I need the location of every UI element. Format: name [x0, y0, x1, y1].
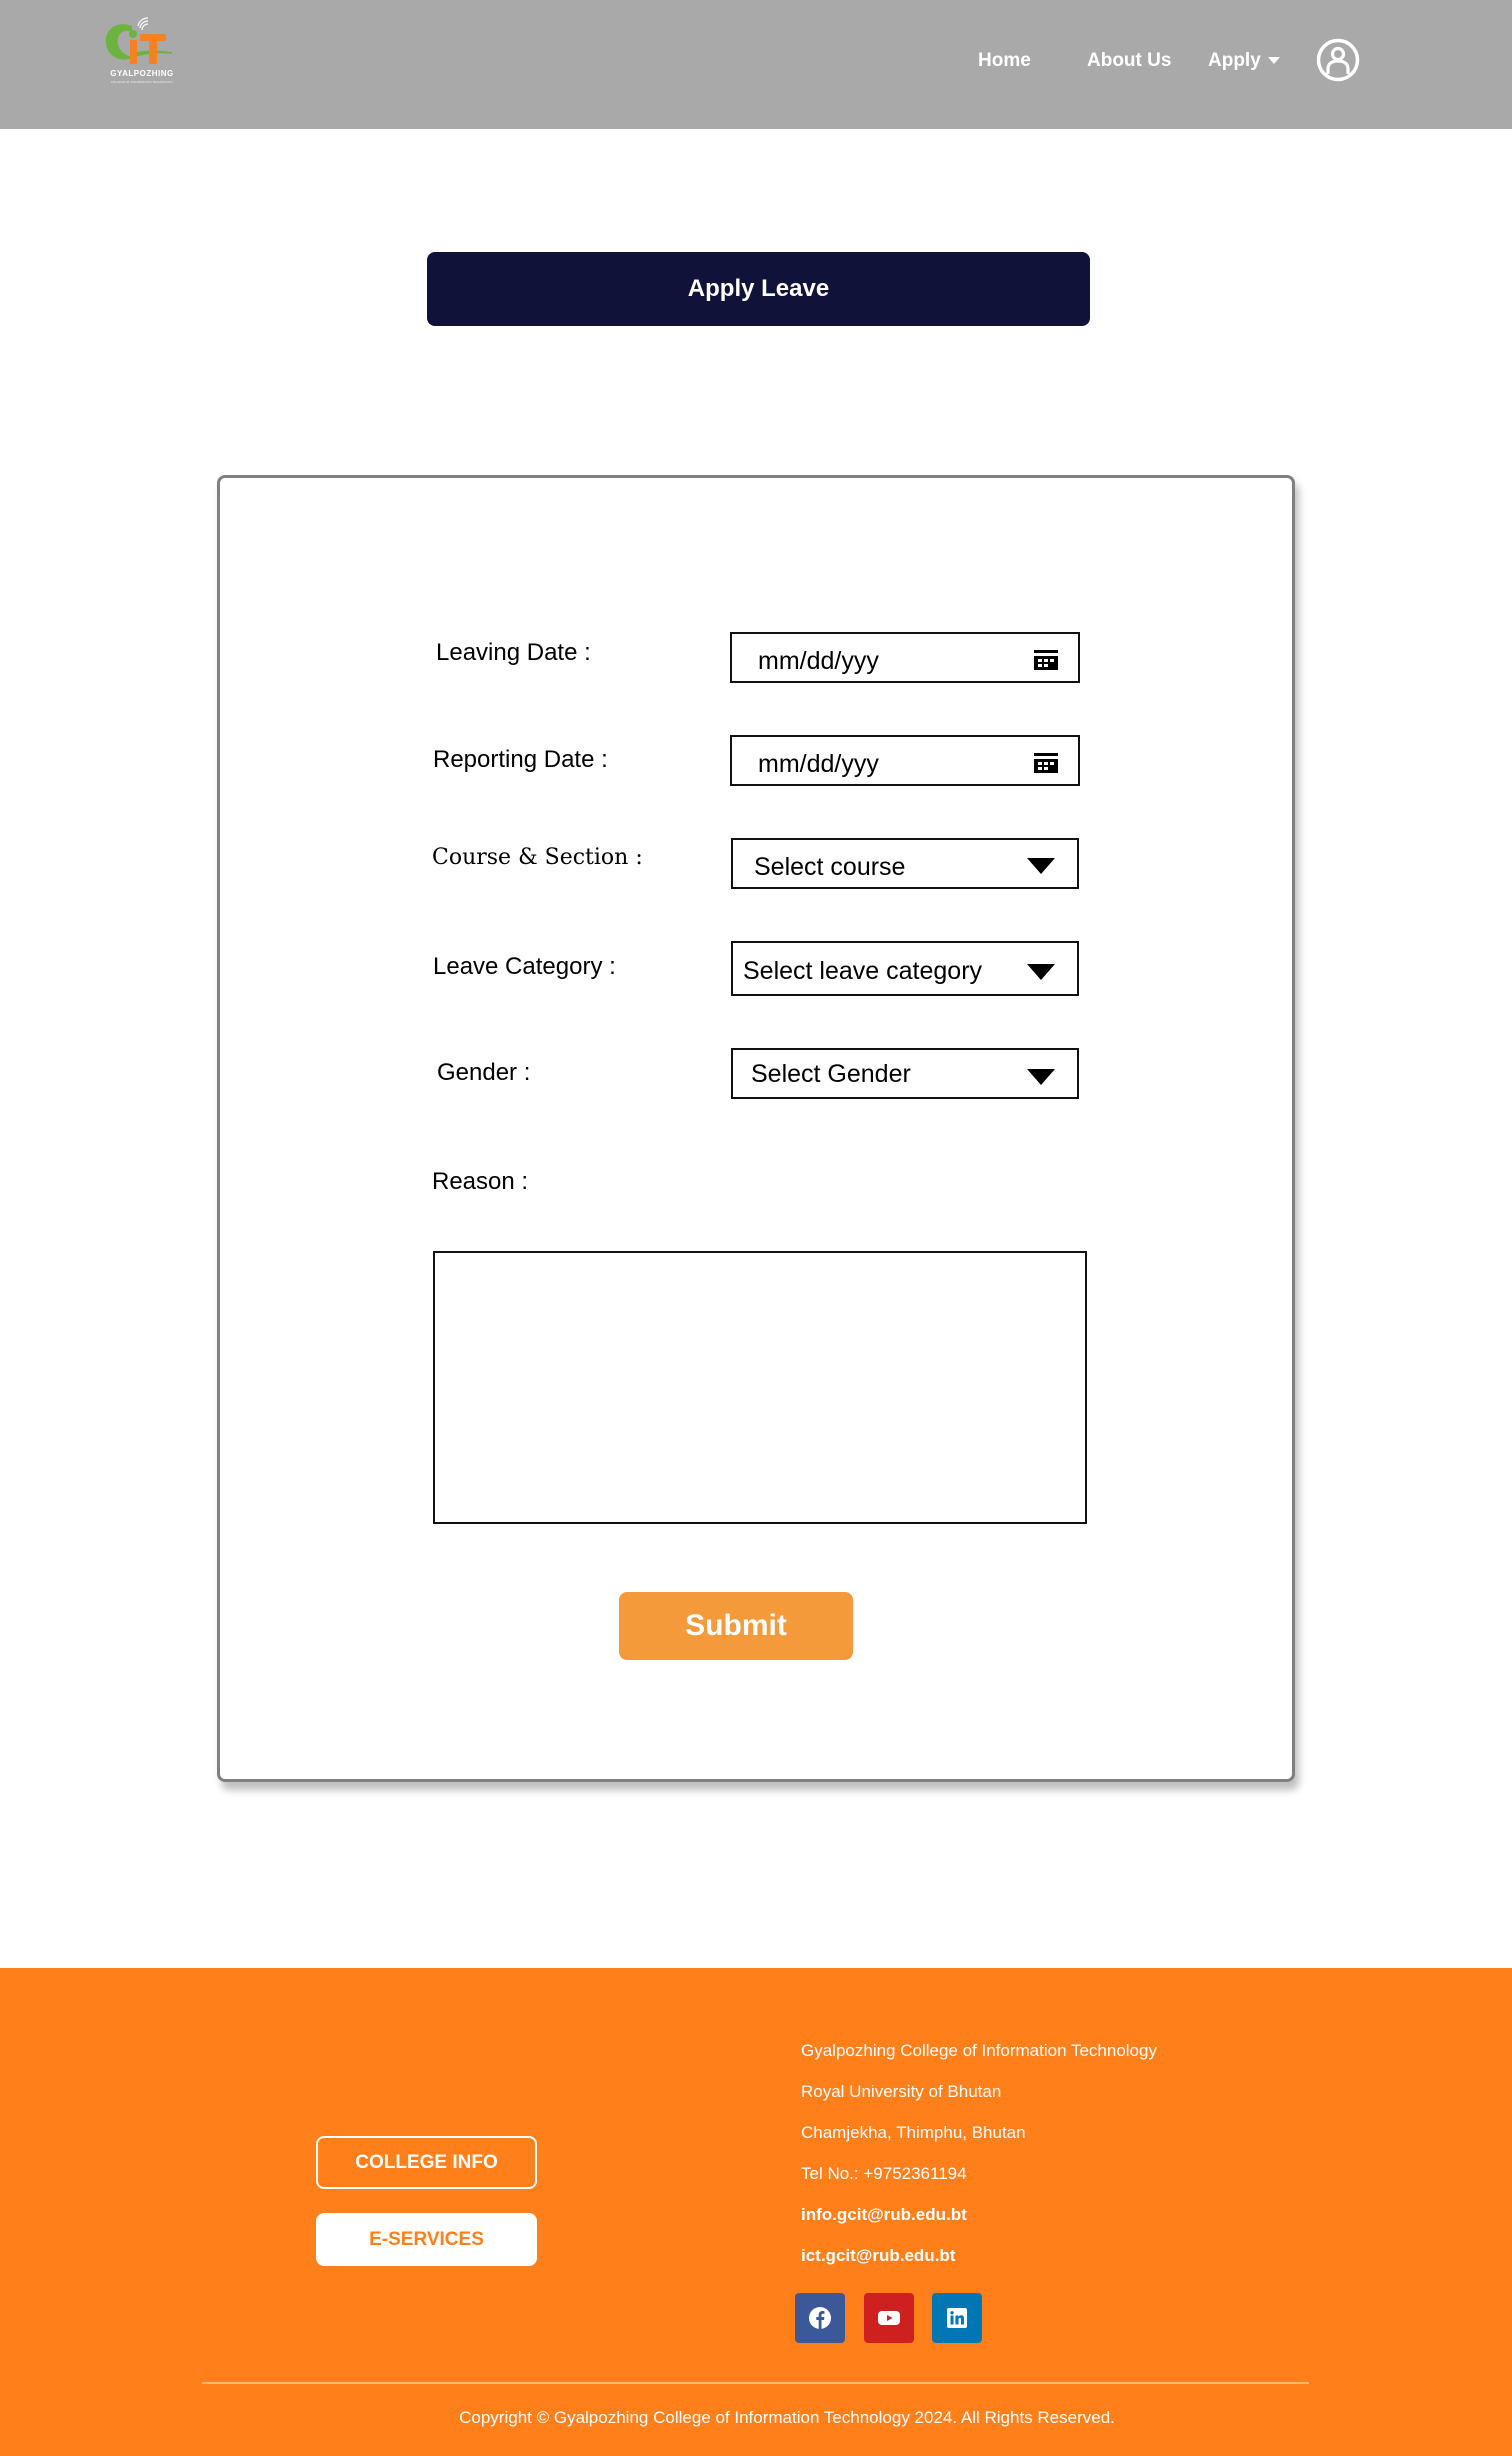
gender-select[interactable]: [731, 1048, 1079, 1099]
footer-address: Chamjekha, Thimphu, Bhutan: [801, 2123, 1026, 2142]
leave-category-select[interactable]: [731, 941, 1079, 996]
submit-button[interactable]: Submit: [619, 1592, 853, 1660]
nav-apply[interactable]: [1208, 46, 1280, 76]
logo-title: GYALPOZHING: [110, 69, 174, 78]
footer-university: Royal University of Bhutan: [801, 2082, 1002, 2101]
facebook-icon: [808, 2306, 832, 2330]
reporting-date-input[interactable]: [730, 735, 1080, 786]
dropdown-arrow-icon: [1027, 1069, 1055, 1085]
reporting-date-value: mm/dd/yyy: [758, 750, 879, 778]
college-logo[interactable]: [102, 14, 182, 86]
nav-apply-label: Apply: [1208, 50, 1261, 71]
course-select-value: Select course: [754, 853, 906, 881]
linkedin-icon: [945, 2306, 969, 2330]
footer-email-info[interactable]: info.gcit@rub.edu.bt: [801, 2205, 967, 2224]
course-section-label: Course & Section :: [432, 845, 643, 870]
site-header: [0, 0, 1512, 129]
youtube-button[interactable]: [864, 2293, 914, 2343]
e-services-button[interactable]: E-SERVICES: [316, 2213, 537, 2266]
dropdown-arrow-icon: [1027, 858, 1055, 874]
calendar-icon[interactable]: [1034, 753, 1058, 773]
facebook-button[interactable]: [795, 2293, 845, 2343]
gender-select-value: Select Gender: [751, 1060, 911, 1088]
footer-email-ict[interactable]: ict.gcit@rub.edu.bt: [801, 2246, 956, 2265]
dropdown-arrow-icon: [1027, 964, 1055, 980]
linkedin-button[interactable]: [932, 2293, 982, 2343]
nav-about-us[interactable]: About Us: [1087, 50, 1172, 71]
reason-label: Reason :: [432, 1168, 529, 1195]
leaving-date-input[interactable]: [730, 632, 1080, 683]
user-circle-icon: [1316, 38, 1360, 82]
reason-textarea[interactable]: [433, 1251, 1087, 1524]
college-info-button[interactable]: COLLEGE INFO: [316, 2136, 537, 2189]
logo-subtitle: COLLEGE OF INFORMATION TECHNOLOGY: [110, 80, 174, 84]
footer-college-name: Gyalpozhing College of Information Technology: [801, 2041, 1157, 2060]
course-select[interactable]: [731, 838, 1079, 889]
leave-category-value: Select leave category: [743, 957, 983, 985]
footer-divider: [202, 2382, 1309, 2384]
footer-tel: Tel No.: +9752361194: [801, 2164, 967, 2183]
user-profile-button[interactable]: [1316, 38, 1360, 82]
calendar-icon[interactable]: [1034, 650, 1058, 670]
leaving-date-label: Leaving Date :: [436, 639, 591, 666]
youtube-icon: [877, 2306, 901, 2330]
gender-label: Gender :: [437, 1059, 531, 1086]
logo-icon: [102, 14, 182, 72]
nav-home[interactable]: Home: [978, 50, 1031, 71]
copyright-text: Copyright © Gyalpozhing College of Information Technology 2024. All Rights Reserved.: [459, 2408, 1115, 2427]
leaving-date-value: mm/dd/yyy: [758, 647, 879, 675]
chevron-down-icon: [1268, 57, 1280, 64]
leave-category-label: Leave Category :: [433, 953, 616, 980]
apply-leave-banner: Apply Leave: [427, 252, 1090, 326]
reporting-date-label: Reporting Date :: [433, 746, 608, 773]
